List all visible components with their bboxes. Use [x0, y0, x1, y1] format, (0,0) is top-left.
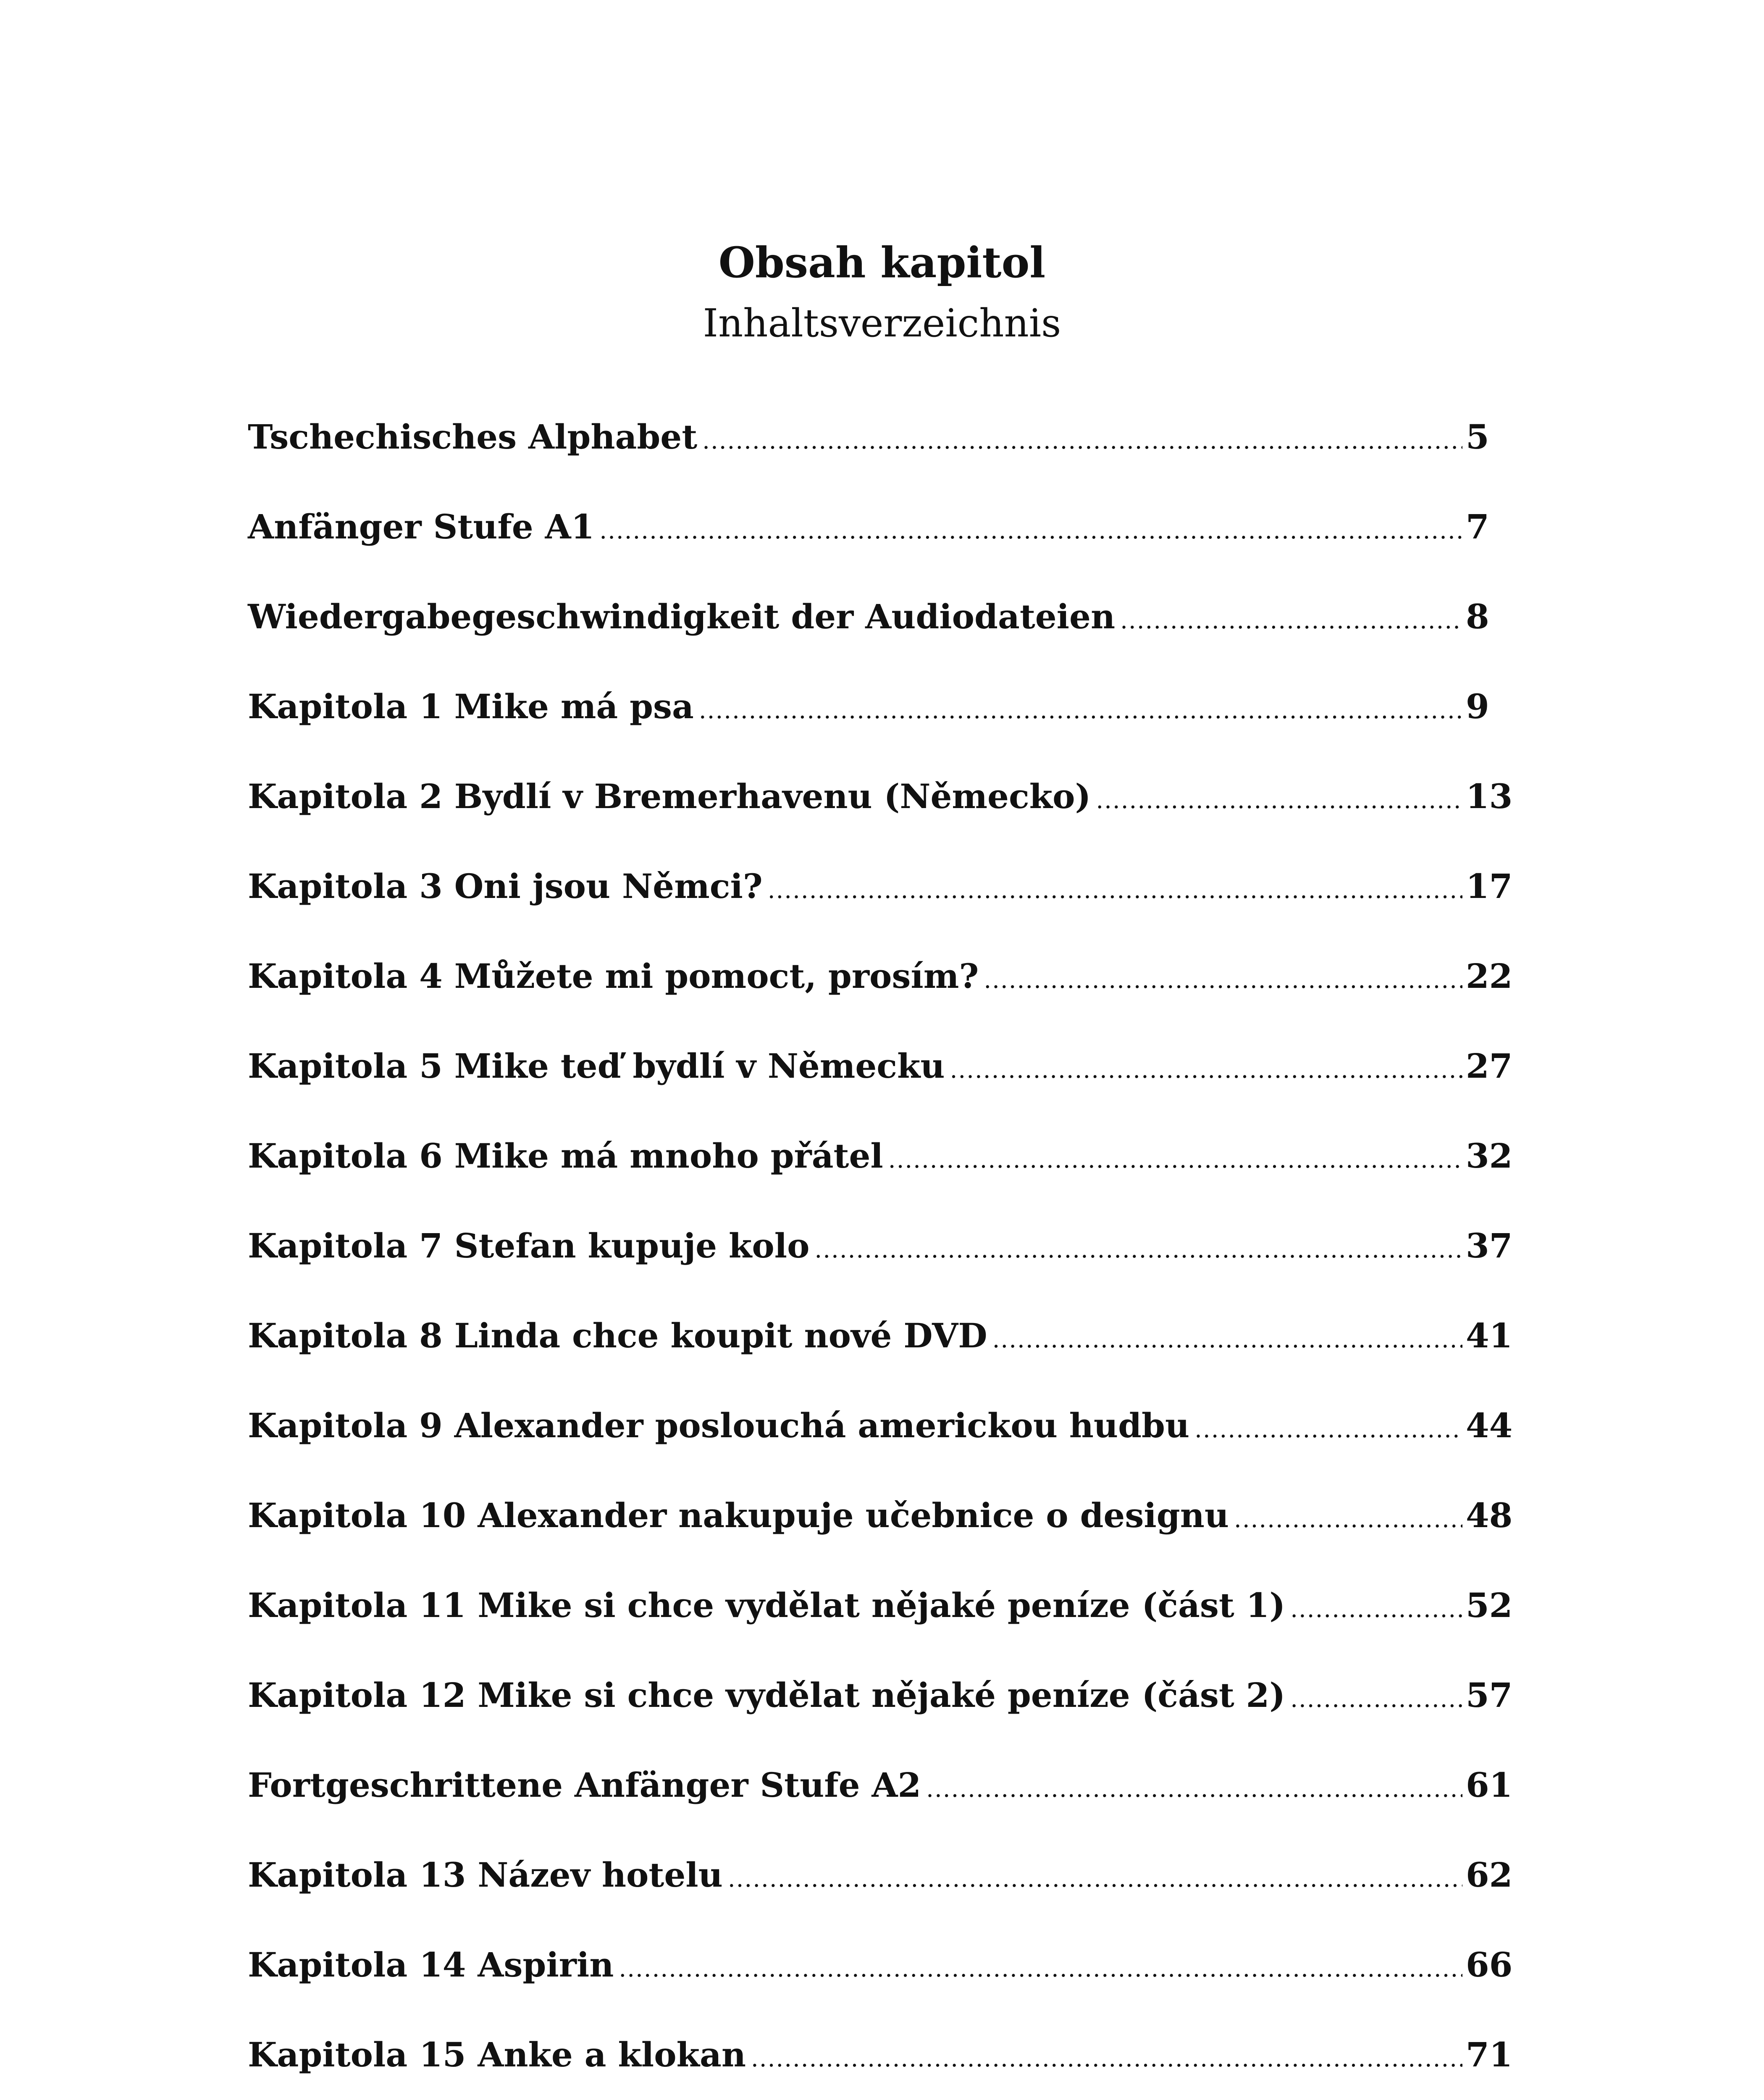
toc-dot-leader	[619, 1940, 1462, 1998]
toc-dot-leader	[702, 412, 1462, 470]
toc-entry[interactable]	[248, 407, 1516, 497]
toc-entry-page-number: 48	[1466, 1496, 1513, 1535]
toc-entry[interactable]	[248, 677, 1516, 767]
toc-entry-title: Kapitola 1 Mike má psa	[248, 687, 694, 726]
toc-entry[interactable]	[248, 1486, 1516, 1576]
toc-entry[interactable]	[248, 1756, 1516, 1845]
toc-dot-leader	[1234, 1490, 1462, 1549]
toc-dot-leader	[984, 951, 1462, 1010]
toc-entry[interactable]	[248, 857, 1516, 947]
toc-dot-leader	[926, 1760, 1462, 1819]
toc-entry-title: Kapitola 9 Alexander poslouchá americkou hudbu	[248, 1406, 1190, 1445]
toc-entry-title: Kapitola 3 Oni jsou Němci?	[248, 866, 763, 906]
toc-dot-leader	[728, 1850, 1462, 1908]
toc-entry[interactable]	[248, 1935, 1516, 2025]
toc-entry-title: Kapitola 15 Anke a klokan	[248, 2035, 746, 2074]
toc-entry-page-number: 9	[1466, 687, 1489, 726]
toc-entry-title: Kapitola 14 Aspirin	[248, 1945, 614, 1984]
toc-dot-leader	[992, 1310, 1462, 1369]
page-title: Obsah kapitol	[718, 238, 1046, 287]
toc-entry-title: Wiedergabegeschwindigkeit der Audiodateien	[248, 597, 1116, 636]
toc-entry-page-number: 44	[1466, 1406, 1513, 1445]
toc-entry-title: Fortgeschrittene Anfänger Stufe A2	[248, 1765, 921, 1805]
toc-entry-page-number: 66	[1466, 1945, 1513, 1984]
toc-dot-leader	[751, 2029, 1462, 2088]
toc-entry-page-number: 5	[1466, 417, 1489, 457]
toc-entry-title: Kapitola 2 Bydlí v Bremerhavenu (Německo)	[248, 777, 1091, 816]
toc-entry-title: Tschechisches Alphabet	[248, 417, 698, 457]
toc-dot-leader	[768, 861, 1462, 920]
toc-dot-leader	[1290, 1580, 1462, 1639]
toc-entry[interactable]	[248, 2025, 1516, 2100]
toc-entry-page-number: 7	[1466, 507, 1489, 546]
toc-entry-page-number: 17	[1466, 866, 1513, 906]
toc-entry-page-number: 32	[1466, 1136, 1513, 1176]
toc-dot-leader	[699, 681, 1462, 740]
toc-dot-leader	[599, 501, 1462, 560]
toc-entry[interactable]	[248, 1396, 1516, 1486]
toc-dot-leader	[888, 1131, 1462, 1189]
toc-entry-title: Kapitola 11 Mike si chce vydělat nějaké peníze (část 1)	[248, 1586, 1286, 1625]
toc-entry-title: Anfänger Stufe A1	[248, 507, 595, 546]
toc-dot-leader	[1096, 771, 1462, 830]
toc-entry[interactable]	[248, 1037, 1516, 1126]
toc-dot-leader	[950, 1041, 1462, 1100]
toc-entry-title: Kapitola 10 Alexander nakupuje učebnice o designu	[248, 1496, 1229, 1535]
toc-entry-title: Kapitola 5 Mike teď bydlí v Německu	[248, 1046, 945, 1086]
toc-entry-page-number: 52	[1466, 1586, 1513, 1625]
toc-dot-leader	[1290, 1670, 1462, 1729]
toc-dot-leader	[1194, 1400, 1462, 1459]
toc-entry-title: Kapitola 7 Stefan kupuje kolo	[248, 1226, 810, 1265]
toc-entry-page-number: 61	[1466, 1765, 1513, 1805]
toc-entry[interactable]	[248, 587, 1516, 677]
toc-entry-title: Kapitola 4 Můžete mi pomoct, prosím?	[248, 956, 979, 996]
toc-dot-leader	[1120, 591, 1462, 650]
toc-entry[interactable]	[248, 947, 1516, 1037]
toc-entry-page-number: 41	[1466, 1316, 1513, 1355]
toc-entry-page-number: 13	[1466, 777, 1513, 816]
toc-entry[interactable]	[248, 1306, 1516, 1396]
page-subtitle: Inhaltsverzeichnis	[703, 301, 1061, 346]
toc-entry[interactable]	[248, 497, 1516, 587]
toc-entry[interactable]	[248, 1216, 1516, 1306]
toc-entry-title: Kapitola 13 Název hotelu	[248, 1855, 723, 1895]
toc-entry[interactable]	[248, 1666, 1516, 1756]
toc-entry[interactable]	[248, 1576, 1516, 1666]
toc-entry-page-number: 62	[1466, 1855, 1513, 1895]
toc-entry-page-number: 22	[1466, 956, 1513, 996]
toc-entry-title: Kapitola 8 Linda chce koupit nové DVD	[248, 1316, 987, 1355]
toc-entry-page-number: 57	[1466, 1675, 1513, 1715]
toc-dot-leader	[814, 1221, 1462, 1279]
table-of-contents	[248, 407, 1516, 2100]
toc-entry-title: Kapitola 6 Mike má mnoho přátel	[248, 1136, 883, 1176]
toc-entry[interactable]	[248, 1845, 1516, 1935]
toc-entry[interactable]	[248, 1126, 1516, 1216]
toc-entry-page-number: 27	[1466, 1046, 1513, 1086]
toc-entry-page-number: 37	[1466, 1226, 1513, 1265]
toc-entry-page-number: 8	[1466, 597, 1489, 636]
toc-entry[interactable]	[248, 767, 1516, 857]
toc-entry-page-number: 71	[1466, 2035, 1513, 2074]
toc-entry-title: Kapitola 12 Mike si chce vydělat nějaké peníze (část 2)	[248, 1675, 1286, 1715]
